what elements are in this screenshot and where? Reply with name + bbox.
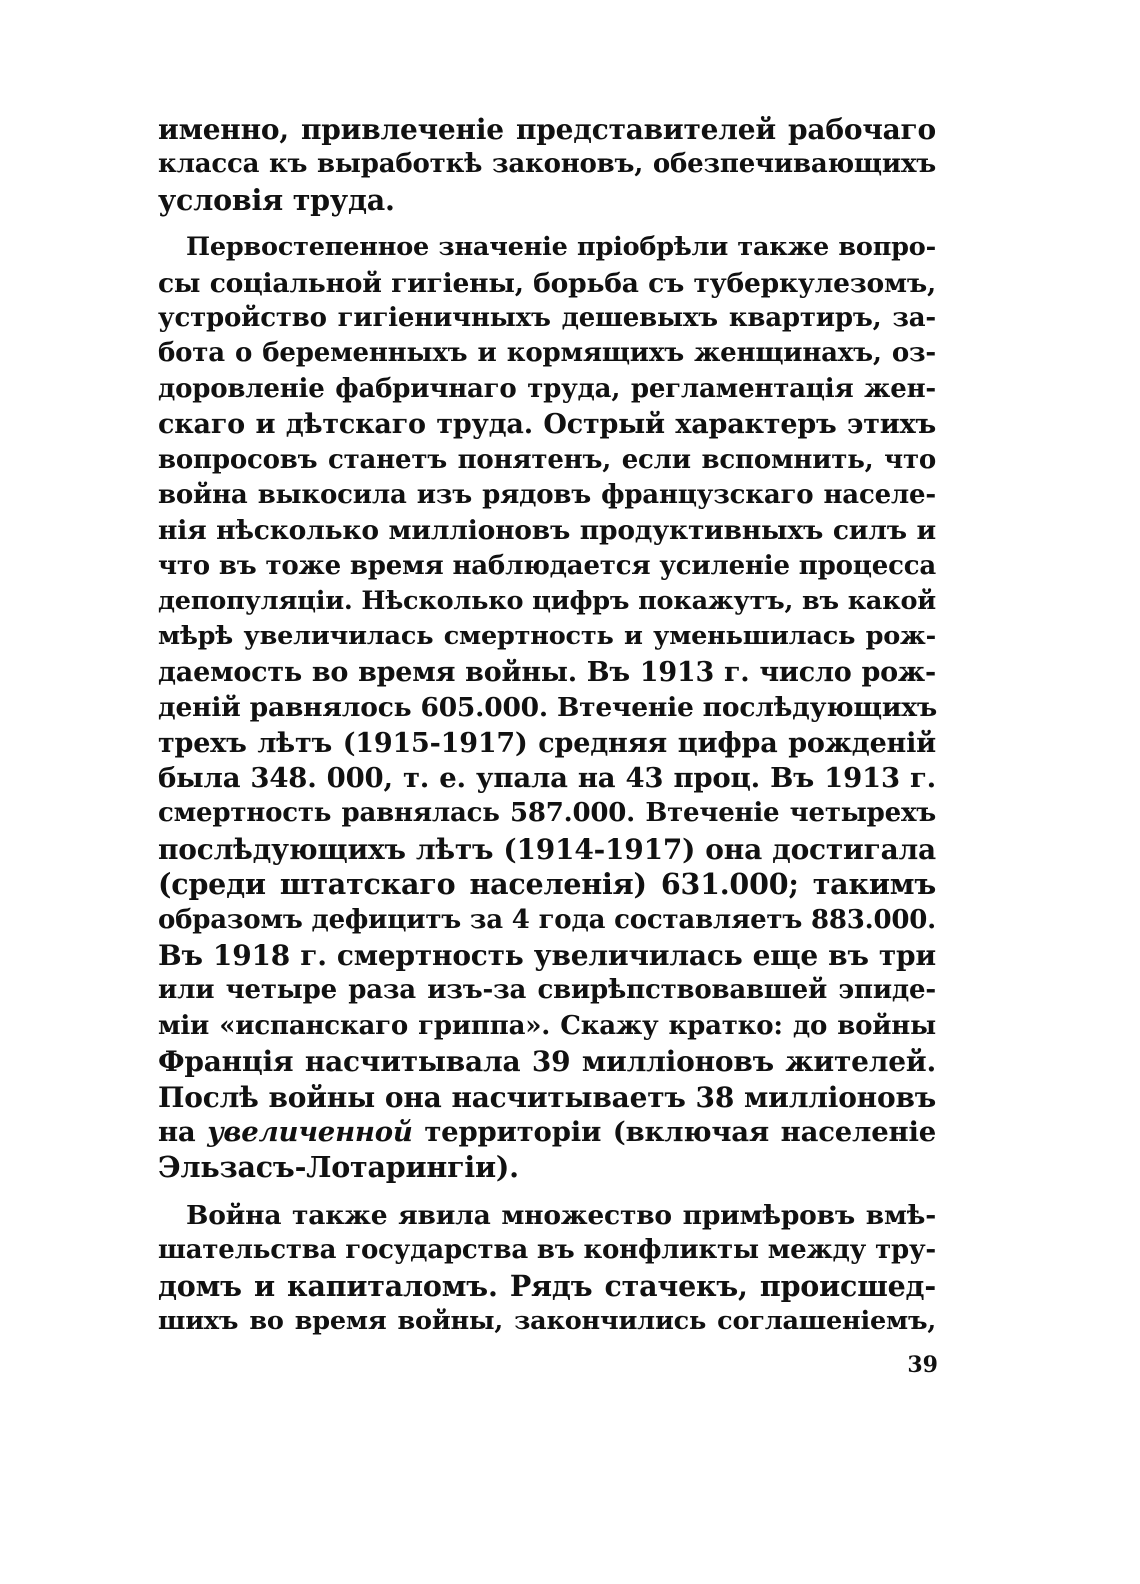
text-line: условія труда. [158, 182, 395, 217]
text-line: именно, привлеченіе представителей рабочаго [158, 113, 936, 146]
text-line: сы соціальной гигіены, борьба съ туберкулезомъ, [158, 267, 936, 299]
paragraph [158, 112, 936, 218]
text-line: послѣдующихъ лѣтъ (1914-1917) она достигала [158, 832, 936, 866]
text-line: деній равнялось 605.000. Втеченіе послѣдующихъ [158, 692, 938, 724]
text-line: нія нѣсколько милліоновъ продуктивныхъ силъ и [158, 515, 936, 547]
text-line: класса къ выработкѣ законовъ, обезпечивающихъ [158, 149, 936, 180]
page-number: 39 [907, 1352, 938, 1378]
text-line: даемость во время войны. Въ 1913 г. число рож- [158, 656, 936, 688]
text-line: доровленіе фабричнаго труда, регламентація жен- [158, 373, 936, 404]
text-line: была 348. 000, т. е. упала на 43 проц. Въ 1913 г. [158, 762, 936, 795]
text-line: трехъ лѣтъ (1915-1917) средняя цифра рожденій [158, 727, 936, 759]
text-line: Первостепенное значеніе пріобрѣли также вопро- [186, 232, 936, 263]
text-line: (среди штатскаго населенія) 631.000; такимъ [158, 867, 936, 902]
paragraph [158, 1198, 936, 1340]
text-line: вопросовъ станетъ понятенъ, если вспомнить, что [158, 444, 936, 475]
text-line: Эльзасъ-Лотарингіи). [158, 1150, 519, 1185]
text-line: Въ 1918 г. смертность увеличилась еще въ три [158, 938, 936, 972]
paragraph [158, 230, 936, 1186]
text-line: скаго и дѣтскаго труда. Острый характеръ этихъ [158, 409, 936, 441]
text-line: міи «испанскаго гриппа». Скажу кратко: до войны [158, 1010, 936, 1041]
text-line: домъ и капиталомъ. Рядъ стачекъ, происшед- [158, 1268, 936, 1303]
text-line: что въ тоже время наблюдается усиленіе процесса [158, 550, 936, 581]
page-body [158, 112, 936, 1339]
text-line: Послѣ войны она насчитываетъ 38 милліоновъ [158, 1080, 936, 1114]
text-line: шательства государства въ конфликты между тру- [158, 1235, 936, 1266]
text-line: устройство гигіеничныхъ дешевыхъ квартиръ, за- [158, 302, 936, 333]
text-line: бота о беременныхъ и кормящихъ женщинахъ, оз- [158, 338, 936, 369]
text-line: образомъ дефицитъ за 4 года составляетъ 883.000. [158, 904, 936, 935]
text-line: смертность равнялась 587.000. Втеченіе четырехъ [158, 798, 936, 829]
text-fragment: территоріи (включая населеніе [412, 1115, 937, 1148]
text-line-with-italic [158, 1115, 936, 1150]
text-line: Франція насчитывала 39 милліоновъ жителей. [158, 1045, 936, 1079]
text-fragment: на [158, 1115, 208, 1148]
text-line: мѣрѣ увеличилась смертность и уменьшилась рож- [158, 621, 936, 652]
italic-word: увеличенной [207, 1115, 413, 1148]
text-line: или четыре раза изъ-за свирѣпствовавшей эпиде- [158, 975, 936, 1006]
text-line: Война также явила множество примѣровъ вмѣ- [186, 1199, 936, 1231]
text-line: шихъ во время войны, закончились соглашеніемъ, [158, 1305, 936, 1336]
text-line: война выкосила изъ рядовъ французскаго населе- [158, 479, 936, 510]
text-line: депопуляціи. Нѣсколько цифръ покажутъ, въ какой [158, 586, 936, 617]
